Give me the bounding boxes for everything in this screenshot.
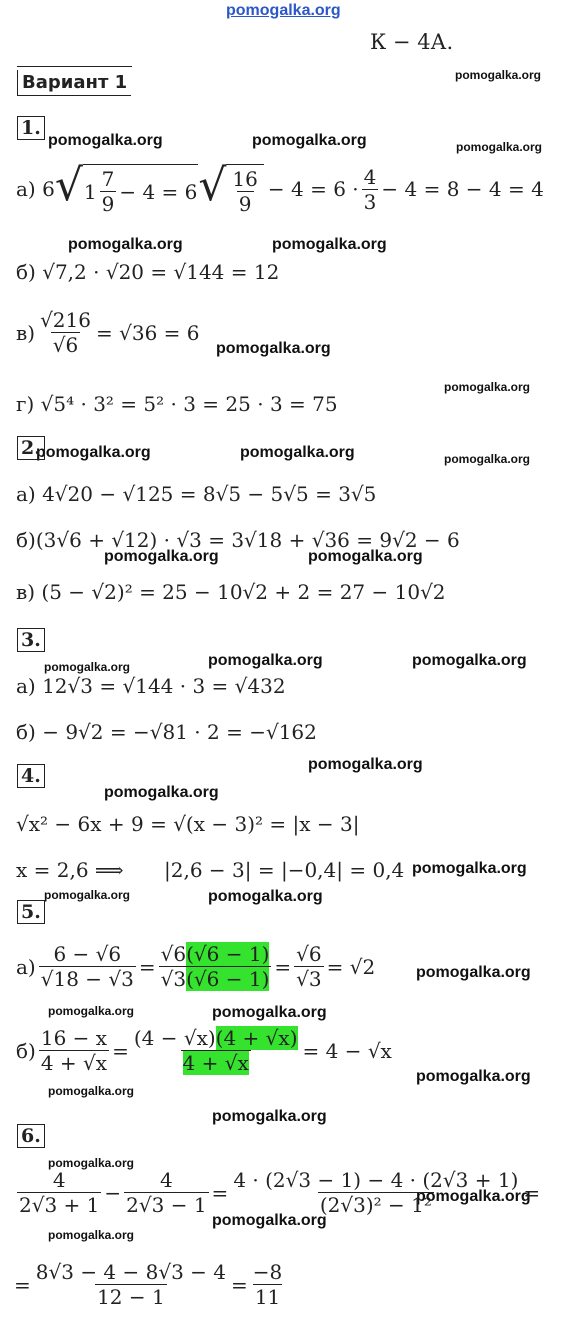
task-number-1: 1. — [17, 116, 45, 140]
watermark: pomogalka.org — [444, 452, 531, 466]
watermark: pomogalka.org — [412, 860, 527, 877]
watermark: pomogalka.org — [104, 548, 219, 565]
watermark: pomogalka.org — [272, 236, 387, 253]
highlight: 4 + √x — [182, 1051, 249, 1075]
watermark: pomogalka.org — [48, 1004, 135, 1018]
task5-a: а) $\frac{6 - √6}{√18 - √3}$ = $\frac{√6(√6 - 1)}{√3(√6 - 1)}$ = $\frac{√6}{√3}$ = √2 — [16, 942, 376, 991]
watermark: pomogalka.org — [208, 888, 323, 905]
watermark: pomogalka.org — [48, 1156, 135, 1170]
watermark: pomogalka.org — [44, 888, 131, 902]
watermark: pomogalka.org — [416, 1188, 531, 1205]
watermark: pomogalka.org — [416, 1068, 531, 1085]
watermark: pomogalka.org — [416, 964, 531, 981]
highlight: (√6 − 1) — [186, 942, 270, 966]
task1-g: г) √5⁴ · 3² = 5² · 3 = 25 · 3 = 75 — [16, 392, 338, 416]
task-number-5: 5. — [17, 900, 45, 924]
task1-b: б) √7,2 · √20 = √144 = 12 — [16, 260, 280, 284]
watermark-top-link[interactable]: pomogalka.org — [226, 2, 341, 19]
task1-a: а) 6 √ 1 $\frac{7}{9}$ − 4 = 6 √ $\frac{16}{9}$ − 4 = 6 · $\frac{4}{3}$ − 4 = 8 − 4 = 4 — [16, 160, 544, 216]
watermark: pomogalka.org — [308, 548, 423, 565]
task-number-3: 3. — [17, 628, 45, 652]
task2-a: а) 4√20 − √125 = 8√5 − 5√5 = 3√5 — [16, 482, 377, 506]
watermark: pomogalka.org — [216, 340, 331, 357]
watermark: pomogalka.org — [252, 132, 367, 149]
task2-v: в) (5 − √2)² = 25 − 10√2 + 2 = 27 − 10√2 — [16, 580, 446, 604]
task4-line2b: |2,6 − 3| = |−0,4| = 0,4 — [164, 858, 405, 882]
watermark: pomogalka.org — [456, 140, 543, 154]
task5-b: б) $\frac{16 - x}{4 + √x}$ = $\frac{(4 - √x)(4 + √x)}{4 + √x}$ = 4 − √x — [16, 1026, 392, 1075]
watermark: pomogalka.org — [240, 444, 355, 461]
task-number-6: 6. — [17, 1124, 45, 1148]
watermark: pomogalka.org — [308, 756, 423, 773]
task-number-2: 2. — [17, 436, 45, 460]
task3-a: а) 12√3 = √144 · 3 = √432 — [16, 674, 286, 698]
watermark: pomogalka.org — [48, 132, 163, 149]
task-number-4: 4. — [17, 764, 45, 788]
task6-line1: $\frac{4}{2√3 + 1}$ − $\frac{4}{2√3 - 1}$ = $\frac{4 \cdot (2√3 - 1) - 4 \cdot (2√3 + 1)}{\text{(2√3)² − 1²}}$ = — [19, 1168, 541, 1217]
watermark: pomogalka.org — [48, 1084, 135, 1098]
watermark: pomogalka.org — [212, 1108, 327, 1125]
highlight: (√6 − 1) — [186, 967, 270, 991]
watermark: pomogalka.org — [412, 652, 527, 669]
task2-b: б)(3√6 + √12) · √3 = 3√18 + √36 = 9√2 − 6 — [16, 528, 460, 552]
variant-title: Вариант 1 — [17, 70, 131, 96]
highlight: (4 + √x) — [215, 1026, 298, 1050]
task4-line2a: x = 2,6 ⟹ — [16, 858, 124, 882]
watermark: pomogalka.org — [212, 1212, 327, 1229]
task1-v: в) $\frac{√216}{√6}$ = √36 = 6 — [16, 308, 200, 357]
watermark: pomogalka.org — [104, 784, 219, 801]
watermark: pomogalka.org — [44, 660, 131, 674]
task4-line1: √x² − 6x + 9 = √(x − 3)² = |x − 3| — [16, 812, 360, 836]
watermark: pomogalka.org — [444, 380, 531, 394]
task3-b: б) − 9√2 = −√81 · 2 = −√162 — [16, 720, 317, 744]
work-code: К − 4А. — [370, 30, 454, 54]
watermark: pomogalka.org — [68, 236, 183, 253]
watermark: pomogalka.org — [455, 68, 542, 82]
watermark: pomogalka.org — [48, 1228, 135, 1242]
task6-line2: = $\frac{8√3 - 4 - 8√3 - 4}{12 - 1}$ = $\frac{-8}{11}$ — [14, 1260, 283, 1309]
watermark: pomogalka.org — [36, 444, 151, 461]
watermark: pomogalka.org — [212, 1004, 327, 1021]
watermark: pomogalka.org — [208, 652, 323, 669]
